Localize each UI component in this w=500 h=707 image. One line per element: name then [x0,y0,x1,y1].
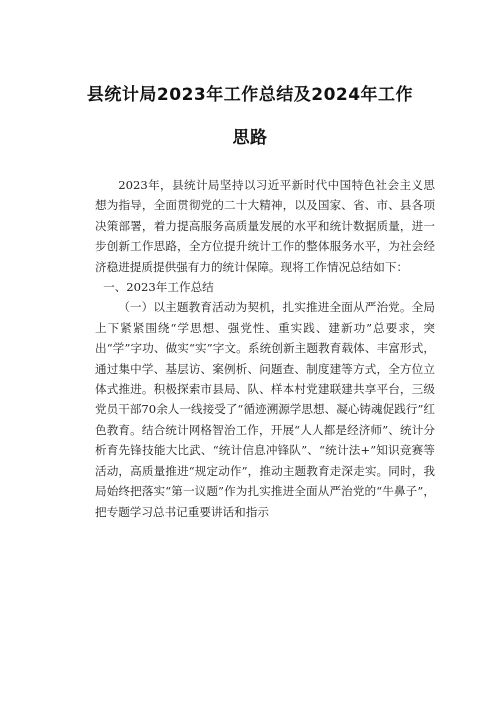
intro-paragraph: 2023年，县统计局坚持以习近平新时代中国特色社会主义思想为指导，全面贯彻党的二十大精神，以及国家、省、市、县各项决策部署，着力提高服务高质量发展的水平和统计数据质量，进一步创新工作思路，全方位提升统计工作的整体服务水平，为社会经济稳进提质提供强有力的统计保障。现将工作情况总结如下： [95,178,435,274]
section-heading: 一、2023年工作总结 [103,280,214,295]
document-title-line2: 思路 [232,128,268,148]
document-title-line1: 县统计局2023年工作总结及2024年工作 [86,85,414,105]
document-body [95,175,435,522]
section-paragraph: （一）以主题教育活动为契机，扎实推进全面从严治党。全局上下紧紧围绕“学思想、强党性、重实践、建新功”总要求，突出“学”字功、做实“实”字文。系统创新主题教育载体、丰富形式，通过集中学、基层访、案例析、问题查、制度建等方式，全方位立体式推进。积极探索市县局、队、样本村党建联建共享平台，三级党员干部70余人一线接受了“循迹溯源学思想、凝心铸魂促践行”红色教育。结合统计网格智治工作，开展“人人都是经济师”、统计分析育先锋技能大比武、“统计信息冲锋队”、“统计法+”知识竞赛等活动，高质量推进“规定动作”，推动主题教育走深走实。同时，我局始终把落实“第一议题”作为扎实推进全面从严治党的“牛鼻子”，把专题学习总书记重要讲话和指示 [95,300,435,519]
